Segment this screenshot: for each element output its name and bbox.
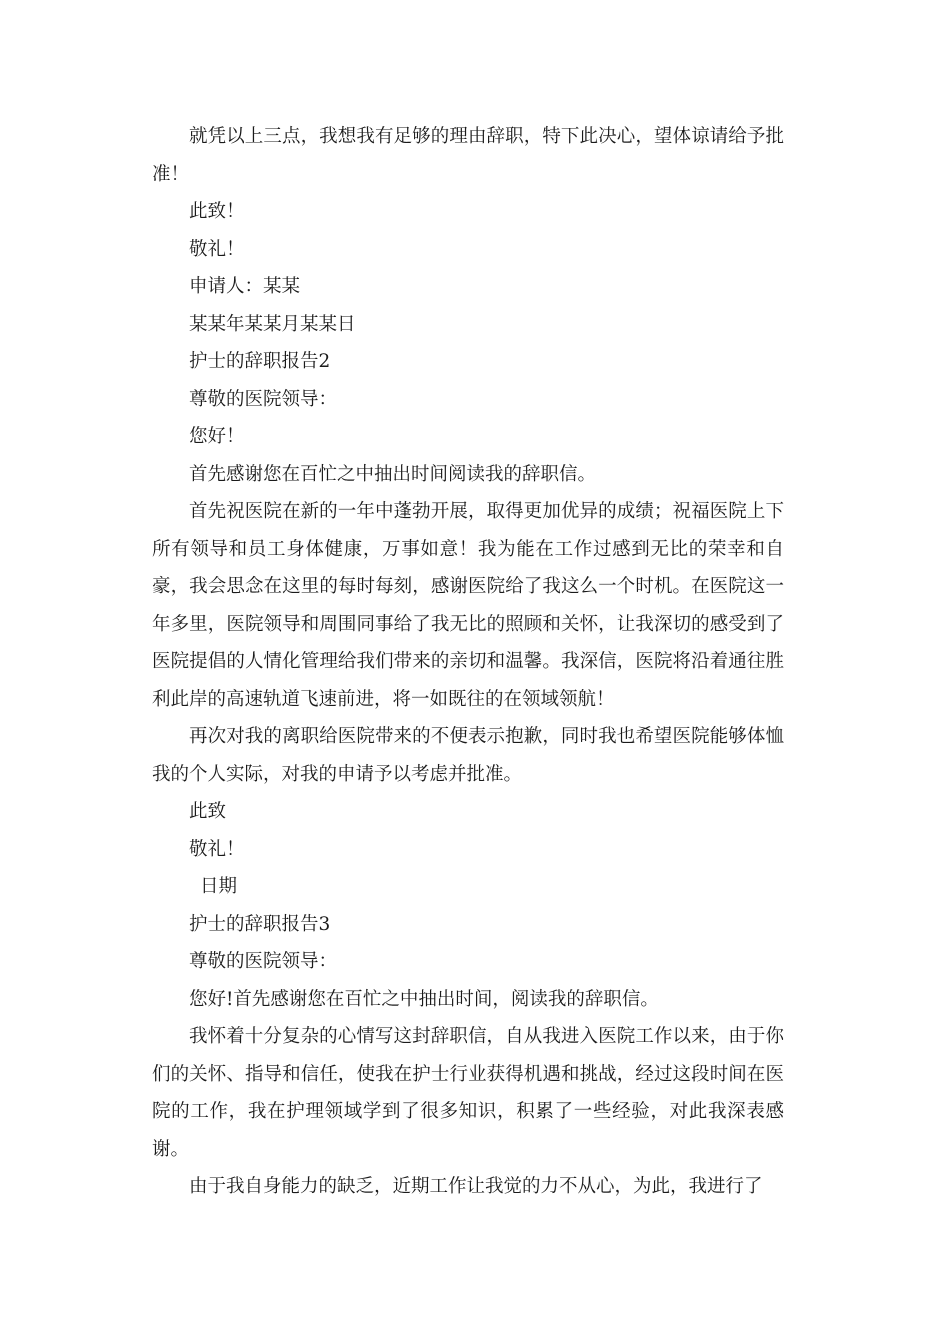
paragraph-resignation-reasons: 就凭以上三点，我想我有足够的理由辞职，特下此决心，望体谅请给予批准！ bbox=[152, 126, 784, 185]
greeting-recipient-3: 尊敬的医院领导： bbox=[189, 951, 338, 972]
date-line: 某某年某某月某某日 bbox=[189, 313, 356, 335]
applicant-signature: 申请人：某某 bbox=[189, 276, 301, 297]
paragraph-apology: 再次对我的离职给医院带来的不便表示抱歉，同时我也希望医院能够体恤我的个人实际，对我的申请予以考虑并批准。 bbox=[152, 726, 784, 785]
paragraph-gratitude: 我怀着十分复杂的心情写这封辞职信，自从我进入医院工作以来，由于你们的关怀、指导和信任，使我在护士行业获得机遇和挑战，经过这段时间在医院的工作，我在护理领域学到了很多知识，积累了一些经验，对此我深表感谢。 bbox=[152, 1026, 784, 1160]
date-label: 日期 bbox=[200, 876, 238, 897]
section-heading-3: 护士的辞职报告3 bbox=[189, 913, 331, 935]
paragraph-reason: 由于我自身能力的缺乏，近期工作让我觉的力不从心，为此，我进行了 bbox=[189, 1176, 763, 1197]
section-heading-2: 护士的辞职报告2 bbox=[189, 351, 331, 372]
closing-salutation-2: 此致 bbox=[189, 801, 227, 822]
paragraph-thanks: 首先感谢您在百忙之中抽出时间阅读我的辞职信。 bbox=[189, 463, 597, 485]
greeting-hello: 您好！ bbox=[189, 426, 245, 447]
greeting-recipient: 尊敬的医院领导： bbox=[189, 388, 338, 410]
document-body bbox=[152, 118, 784, 1206]
closing-regards: 敬礼！ bbox=[189, 238, 245, 260]
closing-regards-2: 敬礼！ bbox=[189, 838, 245, 860]
paragraph-wishes: 首先祝医院在新的一年中蓬勃开展，取得更加优异的成绩；祝福医院上下所有领导和员工身体健康，万事如意！我为能在工作过感到无比的荣幸和自豪，我会思念在这里的每时每刻，感谢医院给了我这么一个时机。在医院这一年多里，医院领导和周围同事给了我无比的照顾和关怀，让我深切的感受到了医院提倡的人情化管理给我们带来的亲切和温馨。我深信，医院将沿着通往胜利此岸的高速轨道飞速前进，将一如既往的在领域领航！ bbox=[152, 501, 784, 710]
greeting-hello-3: 您好!首先感谢您在百忙之中抽出时间，阅读我的辞职信。 bbox=[189, 988, 659, 1010]
closing-salutation: 此致！ bbox=[189, 201, 245, 222]
